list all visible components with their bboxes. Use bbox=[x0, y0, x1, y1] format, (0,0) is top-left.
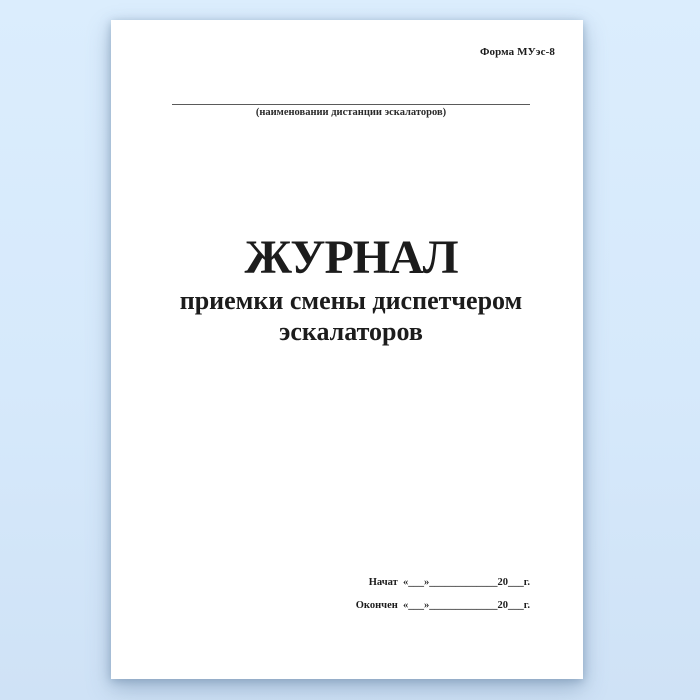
journal-subtitle-line-2: эскалаторов bbox=[279, 317, 423, 347]
journal-title: ЖУРНАЛ bbox=[244, 231, 458, 284]
title-block bbox=[172, 231, 530, 348]
journal-subtitle-line-1: приемки смены диспетчером bbox=[179, 285, 523, 315]
date-started-line: Начат «___»_____________20___г. bbox=[368, 577, 530, 588]
dates-block bbox=[356, 576, 530, 622]
journal-cover-sheet bbox=[111, 20, 583, 679]
organization-name-blank-line bbox=[172, 80, 530, 105]
date-finished-line: Окончен «___»_____________20___г. bbox=[355, 600, 530, 611]
organization-name-block bbox=[172, 80, 530, 118]
organization-name-caption: (наименовании дистанции эскалаторов) bbox=[255, 107, 447, 118]
form-code-label: Форма МУэс-8 bbox=[479, 46, 555, 58]
